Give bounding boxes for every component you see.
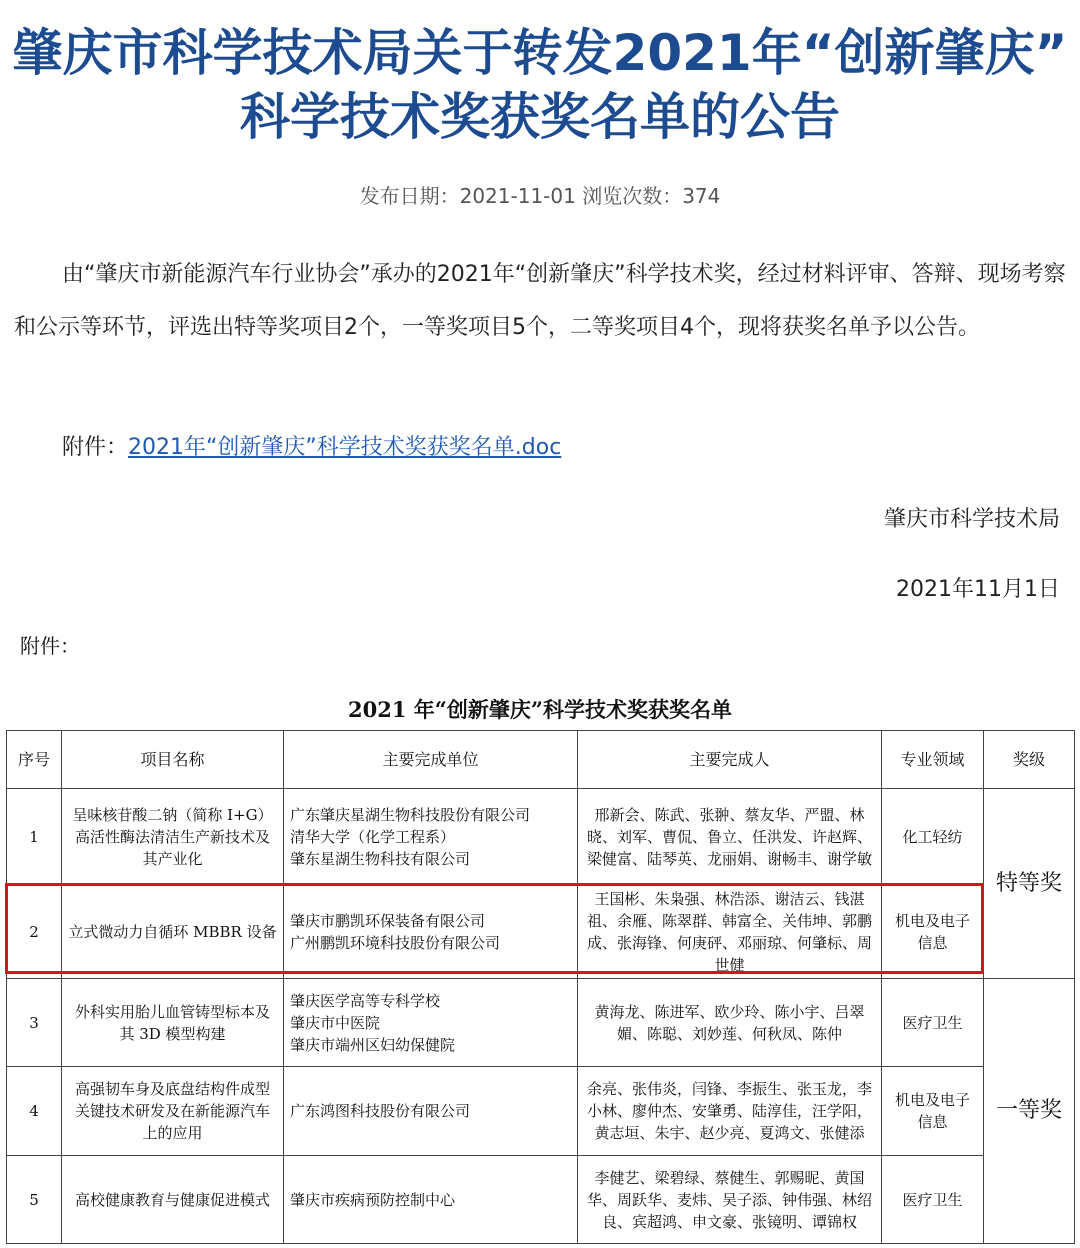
cell-field: 机电及电子信息: [882, 1067, 984, 1156]
cell-level-first: 一等奖: [984, 979, 1075, 1244]
unit-line: 肇庆市端州区妇幼保健院: [290, 1035, 456, 1054]
signature-date: 2021年11月1日: [896, 577, 1060, 602]
table-title: 2021 年“创新肇庆”科学技术奖获奖名单: [348, 697, 732, 722]
cell-units: [284, 979, 578, 1067]
cell-field: 机电及电子信息: [882, 886, 984, 979]
unit-line: 肇庆市疾病预防控制中心: [290, 1190, 456, 1209]
unit-line: 广州鹏凯环境科技股份有限公司: [290, 934, 501, 952]
cell-people: 黄海龙、陈进军、欧少玲、陈小宇、吕翠媚、陈聪、刘妙莲、何秋凤、陈仲: [578, 979, 882, 1067]
cell-no: 1: [7, 789, 62, 886]
cell-project: 高校健康教育与健康促进模式: [62, 1156, 284, 1244]
table-row: [7, 1156, 1075, 1244]
header-level: 奖级: [984, 731, 1075, 789]
unit-line: 肇庆市中医院: [290, 1013, 381, 1032]
table-header-row: [7, 731, 1075, 789]
attachment-label: 附件：: [62, 435, 129, 460]
cell-level-special: 特等奖: [984, 789, 1075, 979]
cell-no: 4: [7, 1067, 62, 1156]
attachment-link[interactable]: 2021年“创新肇庆”科学技术奖获奖名单.doc: [128, 435, 562, 460]
announcement-paragraph: 由“肇庆市新能源汽车行业协会”承办的2021年“创新肇庆”科学技术奖，经过材料评审、答辩、现场考察和公示等环节，评选出特等奖项目2个，一等奖项目5个，二等奖项目4个，现将获奖名单予以公告。: [14, 262, 1066, 340]
table-row: [7, 886, 1075, 979]
cell-people: 邢新会、陈武、张翀、蔡友华、严盟、林晓、刘军、曹侃、鲁立、任洪发、许赵辉、梁健富、陆琴英、龙丽娟、谢畅丰、谢学敏: [578, 789, 882, 886]
cell-people: 余亮、张伟炎，闫锋、李振生、张玉龙，李小林、廖仲杰、安肇勇、陆淳佳，汪学阳，黄志垣、朱宇、赵少亮、夏鸿文、张健添: [578, 1067, 882, 1156]
header-project: 项目名称: [62, 731, 284, 789]
cell-field: 医疗卫生: [882, 1156, 984, 1244]
unit-line: 肇东星湖生物科技有限公司: [290, 850, 471, 868]
cell-people: 李健艺、梁碧绿、蔡健生、郭赐昵、黄国华、周跃华、麦炜、吴子添、钟伟强、林绍良、宾超鸿、申文豪、张镜明、谭锦权: [578, 1156, 882, 1244]
unit-line: 清华大学（化学工程系）: [290, 828, 456, 846]
cell-project: 外科实用胎儿血管铸型标本及其 3D 模型构建: [62, 979, 284, 1067]
header-no: 序号: [7, 731, 62, 789]
cell-project: 呈味核苷酸二钠（简称 I+G）高活性酶法清洁生产新技术及其产业化: [62, 789, 284, 886]
publish-meta: 发布日期：2021-11-01 浏览次数：374: [359, 184, 721, 208]
cell-field: 化工轻纺: [882, 789, 984, 886]
table-row: [7, 1067, 1075, 1156]
cell-units: [284, 1067, 578, 1156]
unit-line: 广东鸿图科技股份有限公司: [290, 1102, 471, 1120]
unit-line: 肇庆市鹏凯环保装备有限公司: [290, 912, 486, 930]
table-row: [7, 789, 1075, 886]
attachment-row: [62, 430, 561, 461]
unit-line: 肇庆医学高等专科学校: [290, 991, 441, 1010]
cell-project: 立式微动力自循环 MBBR 设备: [62, 886, 284, 979]
cell-no: 2: [7, 886, 62, 979]
header-units: 主要完成单位: [284, 731, 578, 789]
awards-table: [6, 730, 1075, 1244]
page-title-line-2: 科学技术奖获奖名单的公告: [240, 88, 840, 146]
cell-units: [284, 886, 578, 979]
attachment-heading: 附件：: [20, 634, 80, 658]
cell-no: 3: [7, 979, 62, 1067]
cell-people: 王国彬、朱枭强、林浩添、谢洁云、钱湛祖、余雁、陈翠群、韩富全、关伟坤、郭鹏成、张海锋、何庚砰、邓丽琼、何肇标、周世健: [578, 886, 882, 979]
cell-no: 5: [7, 1156, 62, 1244]
header-people: 主要完成人: [578, 731, 882, 789]
cell-units: [284, 789, 578, 886]
cell-units: [284, 1156, 578, 1244]
unit-line: 广东肇庆星湖生物科技股份有限公司: [290, 806, 531, 824]
signature-org: 肇庆市科学技术局: [883, 507, 1060, 532]
table-row: [7, 979, 1075, 1067]
header-field: 专业领域: [882, 731, 984, 789]
cell-project: 高强韧车身及底盘结构件成型关键技术研发及在新能源汽车上的应用: [62, 1067, 284, 1156]
page-title-line-1: 肇庆市科学技术局关于转发2021年“创新肇庆”: [12, 24, 1068, 82]
cell-field: 医疗卫生: [882, 979, 984, 1067]
